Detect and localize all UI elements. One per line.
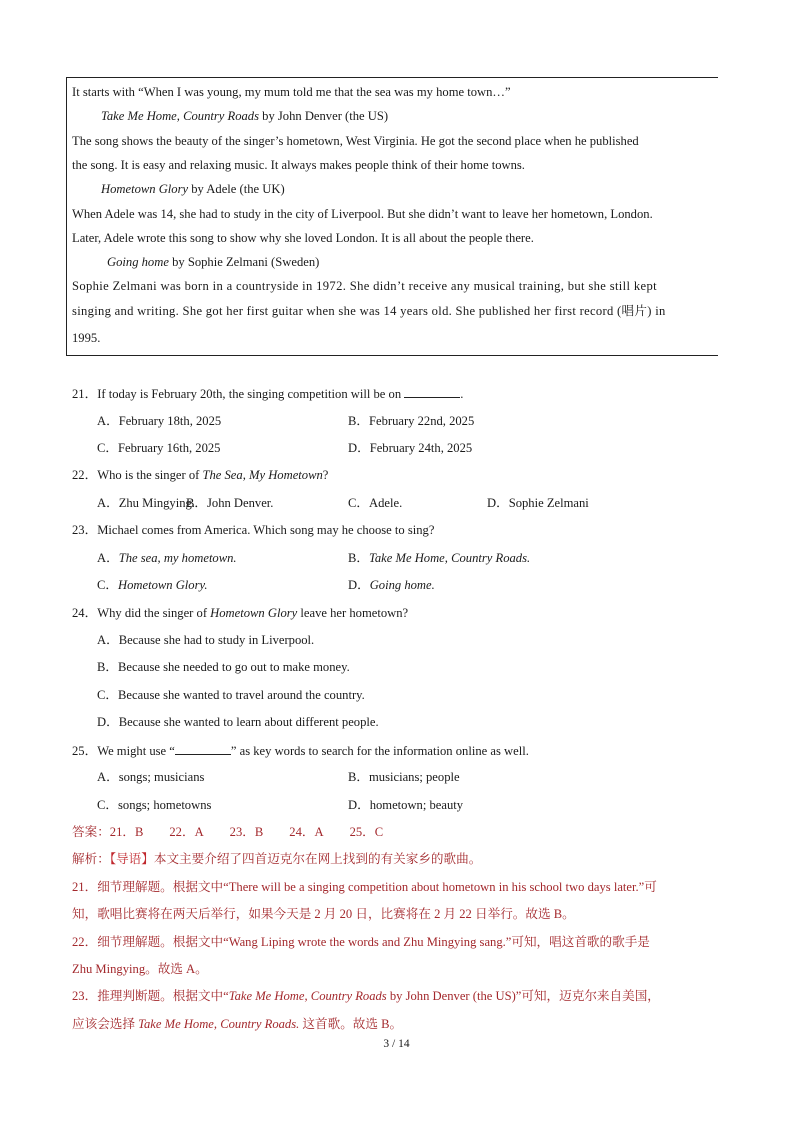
option: A．The sea, my hometown. [97, 551, 237, 565]
answer-blank [404, 385, 460, 398]
question-21: 21．If today is February 20th, the singing competition will be on . [72, 387, 464, 401]
option: A．February 18th, 2025 [97, 414, 222, 428]
passage-line: When Adele was 14, she had to study in the city of Liverpool. But she didn’t want to leave her hometown, London. [72, 207, 653, 221]
option: B．musicians; people [348, 770, 460, 784]
option: C．February 16th, 2025 [97, 441, 221, 455]
analysis-line: 知，歌唱比赛将在两天后举行，如果今天是 2 月 20 日，比赛将在 2 月 22 日举行。故选 B。 [72, 907, 575, 921]
song-heading: Take Me Home, Country Roads by John Denver (the US) [101, 109, 389, 123]
passage-line: 1995. [72, 331, 101, 345]
option: D．hometown; beauty [348, 798, 464, 812]
page-number: 3 / 14 [383, 1038, 410, 1050]
option: C．Hometown Glory. [97, 578, 208, 592]
passage-line: Later, Adele wrote this song to show why she loved London. It is all about the people there. [72, 231, 534, 245]
option: B．John Denver. [186, 496, 274, 510]
passage-line: Sophie Zelmani was born in a countryside in 1972. She didn’t receive any musical training, but she still kept [72, 279, 657, 293]
song-heading: Hometown Glory by Adele (the UK) [101, 182, 285, 196]
passage-line: the song. It is easy and relaxing music. It always makes people think of their home towns. [72, 158, 525, 172]
analysis-guide: 解析：【导语】本文主要介绍了四首迈克尔在网上找到的有关家乡的歌曲。 [72, 852, 482, 866]
option: D．Going home. [348, 578, 435, 592]
question-22: 22．Who is the singer of The Sea, My Hometown? [72, 468, 329, 482]
question-25: 25．We might use “ ” as key words to search for the information online as well. [72, 744, 529, 758]
analysis-line: 22．细节理解题。根据文中“Wang Liping wrote the words and Zhu Mingying sang.”可知，唱这首歌的歌手是 [72, 935, 650, 949]
passage-line: singing and writing. She got her first guitar when she was 14 years old. She published her first record (唱片) in [72, 304, 666, 318]
song-title: Going home [107, 255, 169, 269]
option: B．February 22nd, 2025 [348, 414, 475, 428]
option: A．Because she had to study in Liverpool. [97, 633, 315, 647]
analysis-line: 23．推理判断题。根据文中“Take Me Home, Country Roads by John Denver (the US)”可知，迈克尔来自美国， [72, 989, 660, 1003]
song-heading: Going home by Sophie Zelmani (Sweden) [107, 255, 320, 269]
option: B．Take Me Home, Country Roads. [348, 551, 531, 565]
song-title: Take Me Home, Country Roads [101, 109, 259, 123]
option: C．Adele. [348, 496, 403, 510]
option: C．Because she wanted to travel around the country. [97, 688, 365, 702]
option: D．February 24th, 2025 [348, 441, 473, 455]
question-23: 23．Michael comes from America. Which song may he choose to sing? [72, 523, 435, 537]
passage-intro: It starts with “When I was young, my mum told me that the sea was my home town…” [72, 85, 511, 99]
option: A．Zhu Mingying. [97, 496, 195, 510]
passage-line: The song shows the beauty of the singer’s hometown, West Virginia. He got the second place when he published [72, 134, 639, 148]
analysis-line: Zhu Mingying。故选 A。 [72, 962, 208, 976]
answer-blank [175, 742, 231, 755]
answer-key: 答案：21．B 22．A 23．B 24．A 25．C [72, 825, 384, 839]
analysis-line: 21．细节理解题。根据文中“There will be a singing competition about hometown in his school two days later.”可 [72, 880, 657, 894]
analysis-line: 应该会选择 Take Me Home, Country Roads. 这首歌。故选 B。 [72, 1017, 403, 1031]
option: D．Because she wanted to learn about different people. [97, 715, 379, 729]
song-title: Hometown Glory [101, 182, 189, 196]
option: D．Sophie Zelmani [487, 496, 589, 510]
option: A．songs; musicians [97, 770, 205, 784]
option: B．Because she needed to go out to make money. [97, 660, 350, 674]
option: C．songs; hometowns [97, 798, 212, 812]
question-24: 24．Why did the singer of Hometown Glory leave her hometown? [72, 606, 409, 620]
